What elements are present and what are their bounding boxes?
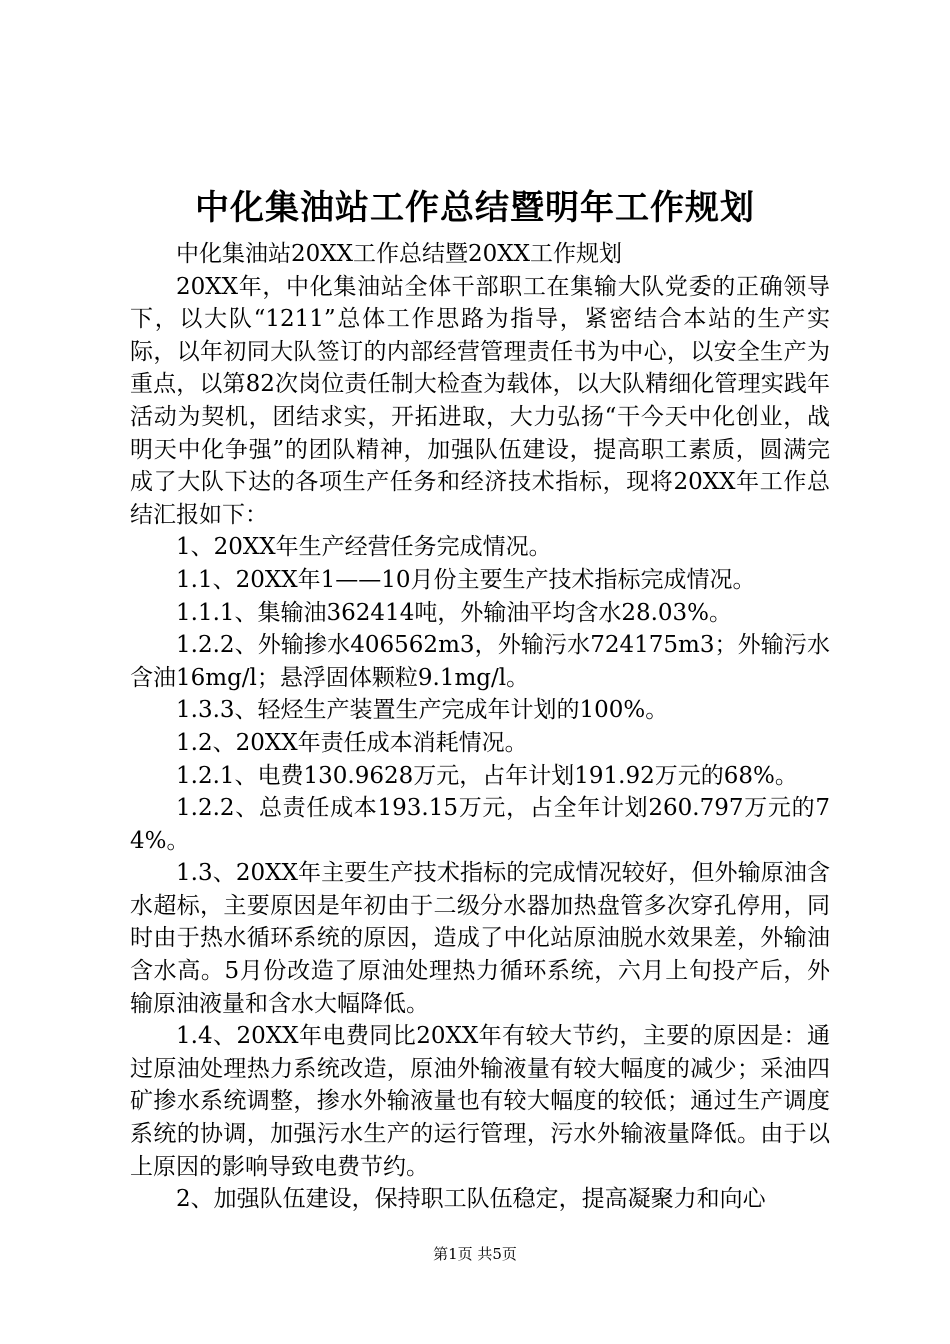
- paragraph-intro: 20XX年，中化集油站全体干部职工在集输大队党委的正确领导下，以大队“1211”总体工作思路为指导，紧密结合本站的生产实际，以年初同大队签订的内部经营管理责任书为中心，以安全生产为重点，以第82次岗位责任制大检查为载体，以大队精细化管理实践年活动为契机，团结求实，开拓进取，大力弘扬“干今天中化创业，战明天中化争强”的团队精神，加强队伍建设，提高职工素质，圆满完成了大队下达的各项生产任务和经济技术指标，现将20XX年工作总结汇报如下：: [130, 273, 830, 528]
- paragraph-item-1-2-2: 1.2.2、外输掺水406562m3，外输污水724175m3；外输污水含油16mg/l；悬浮固体颗粒9.1mg/l。: [130, 632, 830, 691]
- paragraph-section-1-4: 1.4、20XX年电费同比20XX年有较大节约，主要的原因是：通过原油处理热力系统改造，原油外输液量有较大幅度的减少；采油四矿掺水系统调整，掺水外输液量也有较大幅度的较低；通过生产调度系统的协调，加强污水生产的运行管理，污水外输液量降低。由于以上原因的影响导致电费节约。: [130, 1023, 830, 1180]
- document-title: 中化集油站工作总结暨明年工作规划: [195, 188, 755, 228]
- paragraph-section-2: 2、加强队伍建设，保持职工队伍稳定，提高凝聚力和向心: [176, 1186, 766, 1213]
- paragraph-subtitle: 中化集油站20XX工作总结暨20XX工作规划: [176, 241, 623, 267]
- paragraph-item-1-2-2-cost: 1.2.2、总责任成本193.15万元，占全年计划260.797万元的74%。: [130, 795, 830, 854]
- paragraph-section-1-3: 1.3、20XX年主要生产技术指标的完成情况较好，但外输原油含水超标，主要原因是年初由于二级分水器加热盘管多次穿孔停用，同时由于热水循环系统的原因，造成了中化站原油脱水效果差，外输油含水高。5月份改造了原油处理热力循环系统，六月上旬投产后，外输原油液量和含水大幅降低。: [130, 860, 830, 1017]
- paragraph-item-1-2-1: 1.2.1、电费130.9628万元，占年计划191.92万元的68%。: [176, 762, 798, 789]
- paragraph-item-1-3-3: 1.3.3、轻烃生产装置生产完成年计划的100%。: [176, 697, 669, 724]
- paragraph-section-1-1: 1.1、20XX年1——10月份主要生产技术指标完成情况。: [176, 566, 756, 593]
- page-footer: 第1页 共5页: [433, 1245, 517, 1263]
- paragraph-item-1-1-1: 1.1.1、集输油362414吨，外输油平均含水28.03%。: [176, 599, 733, 626]
- paragraph-section-1: 1、20XX年生产经营任务完成情况。: [176, 534, 552, 561]
- document-body: [130, 238, 830, 1216]
- paragraph-section-1-2: 1.2、20XX年责任成本消耗情况。: [176, 729, 528, 756]
